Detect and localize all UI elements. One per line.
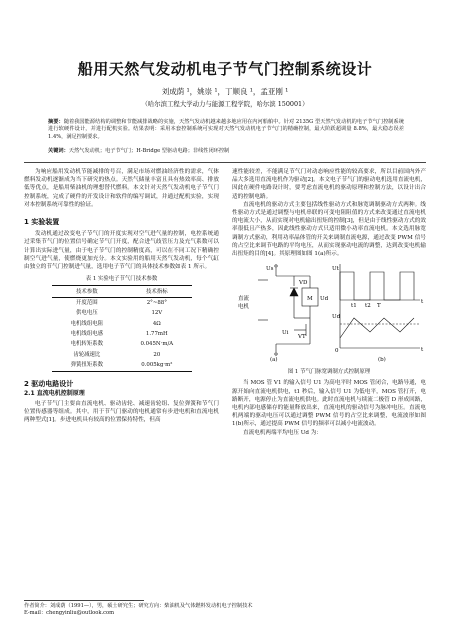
abstract-label: 摘要：: [48, 119, 64, 125]
table-cell: 1.77mH: [145, 331, 168, 338]
label-ut: Ut: [332, 266, 339, 273]
table-row: [52, 329, 192, 339]
table-header-value: 技术指标: [122, 286, 192, 297]
section-2-heading: 2 驱动电路设计: [24, 379, 74, 388]
table-row: [52, 308, 192, 318]
label-T: T: [377, 303, 381, 310]
affiliation: （哈尔滨工程大学动力与能源工程学院，哈尔滨 150001）: [141, 100, 309, 108]
table-1: [52, 285, 192, 371]
right-column: [232, 168, 426, 437]
figure-label-b: (b): [378, 357, 386, 364]
header-divider: [24, 162, 426, 163]
avg-voltage-paragraph: 直流电机两端平均电压 Ud 为：: [243, 429, 322, 436]
table-cell: 4Ω: [152, 320, 161, 327]
figure-1-caption: 图 1 节气门脉宽调制方式控制原理: [287, 369, 371, 376]
drive-method-paragraph: 直流电机的驱动方式主要包括线性驱动方式和脉宽调制驱动方式两种。线性驱动方式是通过调整与电机串联的可变电阻阻值的方式来改变通过直流电机的电流大小，从而实现对电机输出扭矩的控制[3]，但是由于线性驱动方式的效率很低且产热多，因此线性驱动方式只适用微小功率直流电机。本文选用脉宽调制方式驱动，利用功率晶体管的开关来调制直流电源，通过改变 PWM 信号的占空比来调节电路的平均电压，从而实现驱动电流的调整，达到改变电机输出扭矩的目的[4]。其原理图如图 1(a)所示。: [232, 201, 426, 258]
table-cell: 弹簧扭矩系数: [52, 360, 122, 371]
abstract: [48, 119, 404, 141]
label-us: Us: [266, 266, 274, 273]
table-header-param: 技术参数: [52, 286, 122, 297]
figure-label-a: (a): [270, 357, 278, 364]
table-cell: 电机转矩系数: [70, 341, 103, 348]
table-cell: 12V: [151, 310, 163, 317]
table-cell: 开度范围: [76, 299, 98, 306]
label-m: M: [307, 296, 313, 303]
motor-label-1: 直流: [238, 296, 250, 303]
keywords: [48, 148, 404, 155]
table-cell: 电机线组电阻: [70, 320, 103, 327]
section-1-paragraph: 发动机通过改变电子节气门的开度实现对空气进气量的控制，电控系统通过采集节气门的位置信号确定节气门开度，配合进气歧管压力及充气系数可以计算出实际进气量，由于电子节气门的控制精度高，可以在不同工况下精确控制空气进气量，使燃烧更加充分。本文实验用的船用天然气发动机，每个气缸由独立的节气门控制进气量，选用电子节气门的具体技术参数如表 1 所示。: [24, 231, 219, 271]
label-ud-b: Ud: [332, 314, 341, 321]
table-cell: 0.005kg·m²: [122, 360, 192, 371]
label-t1: t1: [351, 303, 357, 310]
circuit-diagram: [258, 265, 318, 355]
label-t: t: [421, 299, 424, 306]
continued-paragraph: 速性能较差，不能满足节气门对动态响应性能的较高要求，所以目前国内外产品大多选用直流电机作为驱动[2]。本文电子节气门的驱动电机选用直流电机，因此在硬件电路设计时，要考虑直流电机的驱动原理和控制方法，以设计出合适的控制电路。: [232, 169, 426, 200]
author-email: E-mail：chengyinliu@outlook.com: [24, 610, 115, 616]
figure-1-diagram: [232, 260, 426, 360]
left-column: [24, 168, 219, 425]
footnote: [24, 603, 424, 617]
table-cell: 0.045N·m/A: [140, 341, 174, 348]
section-2-1-paragraph: 电子节气门主要由直流电机、驱动齿轮、减速齿轮组、复位弹簧和节气门位置传感器等组成。其中，用于节气门驱动的电机通常有步进电机和直流电机两种型式[1]。步进电机具有较高的位置保持特性，但高: [24, 400, 219, 424]
table-1-caption: 表 1 实验电子节气门技术参数: [85, 276, 158, 283]
label-t-b: t: [421, 347, 424, 354]
section-1-heading: 1 实验装置: [24, 218, 60, 227]
label-ui: Ui: [282, 330, 289, 337]
mos-paragraph: 当 MOS 管 V1 的输入信号 U1 为高电平时 MOS 管闭合，电路导通，电源开始向直流电机供电，t1 秒后，输入信号 U1 为低电平，MOS 管打开，电路断开，电源停止为直流电机供电。此时直流电机与续流二极管 D 形成回路，电机内部电感储存的能量释放出来，直流电机的驱动信号为脉冲电压。直流电机两端的驱动电压可以通过调整 PWM 信号的占空比来调整，电流波形如图 1(b)所示，通过提高 PWM 信号的频率可以减小电流波动。: [232, 380, 426, 428]
label-vt: VT: [298, 334, 306, 341]
table-row: [52, 360, 192, 371]
label-zero: 0: [335, 348, 339, 355]
table-cell: 电机线组电感: [70, 331, 103, 338]
label-vd: VD: [299, 280, 308, 287]
table-row: [52, 297, 192, 308]
keywords-text: 天然气发动机；电子节气门；H-Bridge 型驱动电路；非线性闭环控制: [68, 148, 230, 154]
paper-title: 船用天然气发动机电子节气门控制系统设计: [77, 60, 373, 78]
table-row: [52, 339, 192, 349]
table-cell: 供电电压: [76, 310, 98, 317]
label-ud: Ud: [320, 296, 329, 303]
section-2-1-heading: 2.1 直流电机控制原理: [24, 389, 85, 397]
author-list: 刘成荫 ¹，姚崇 ¹，丁顺良 ¹，孟亚刚 ¹: [161, 87, 289, 96]
author-bio: 作者简介：刘成荫（1991—），男，硕士研究生；研究方向：柴油机及气体燃料发动机电子控制技术: [24, 603, 253, 609]
intro-paragraph: 为响应船用发动机节能减排的号召，满足市场对燃油经济性的需求，气体燃料发动机逐渐成为当下研究的热点。天然气储量丰富且具有热效率高、排放低等优点，是船用柴油机的理想替代燃料。本文针对天然气发动机电子节气门控制系统，完成了硬件的开发设计和软件的编写调试，并通过配机实验，实现对本控制系统可靠性的验证。: [24, 169, 219, 208]
table-cell: 2°~88°: [146, 299, 167, 306]
figure-1: [232, 260, 426, 366]
motor-label-2: 电机: [238, 304, 250, 311]
table-row: [52, 350, 192, 360]
table-cell: 齿轮减速比: [73, 351, 101, 358]
table-cell: 20: [153, 351, 161, 358]
keywords-label: 关键词：: [48, 148, 69, 154]
abstract-text: 随着我国能源结构的调整和节能减排战略的实施，天然气发动机越来越多地应用在内河船舶中。针对 2135G 型天然气发动机的电子节气门控制系统进行软硬件设计，并进行配机实验。结果表明：采用本套控制系统可实现对天然气发动机电子节气门的精确控制，最大阶跃超调量 8.8%，最大稳态误差 1.4%，满足控制要求。: [48, 119, 404, 140]
label-t2: t2: [365, 303, 371, 310]
table-row: [52, 319, 192, 329]
footnote-divider: [24, 600, 144, 601]
